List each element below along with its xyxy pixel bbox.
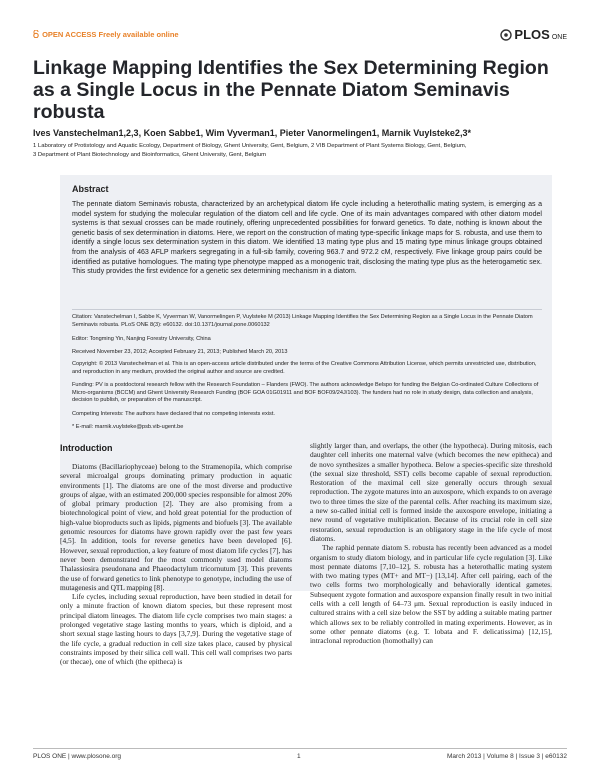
editor: Editor: Tongming Yin, Nanjing Forestry University, China <box>72 336 211 342</box>
journal-logo <box>500 27 567 42</box>
abstract-divider <box>72 309 542 310</box>
footer-journal: PLOS ONE | www.plosone.org <box>33 753 122 760</box>
abstract-text: The pennate diatom Seminavis robusta, characterized by an archetypical diatom life cycle including a heterothallic mating system, is emerging as a model system for studying the molecular regulation of the diatom cell and life cycle. One of its main advantages compared with other diatom model systems is that sexual crosses can be made routinely, offering unprecedented possibilities for forward genetics. To date, nothing is known about the genetic basis of sex determination in diatoms. Here, we report on the construction of mating type-specific linkage maps for S. robusta, and use them to identify a single locus sex determination system in this diatom. We identified 13 mating type plus and 15 mating type minus linkage groups obtained from the analysis of 463 AFLP markers segregating in a full-sib family, covering 963.7 and 972.2 cM, respectively. Five linkage group pairs could be identified as putative homologues. The mating type phenotype mapped as a monogenic trait, disclosing the mating type plus as the heterogametic sex. This study provides the first evidence for a genetic sex determining mechanism in a diatom. <box>72 201 542 276</box>
footer-divider <box>33 748 567 749</box>
paragraph: The raphid pennate diatom S. robusta has recently been advanced as a model organism to study diatom biology, and in particular life cycle regulation [3]. Like most pennate diatoms [7,10–12], S. robusta has a heterothallic mating system with two mating types (MT+ and MT−) [13,14]. After cell pairing, each of the two cells forms two morphologically and behaviorally identical gametes. Subsequent zygote formation and auxospore expansion finally result in two initial cells with a cell length of 64–73 μm. Sexual reproduction is easily induced in cultured strains with a cell size below the SST by adding a suitable mating partner which allows sex to be reliably controlled in mating experiments. However, as in some other pennate diatoms (e.g. T. lobata and F. delicatissima) [12,15], intraclonal reproduction (homothally) can <box>310 543 552 646</box>
journal-sub: ONE <box>551 34 567 41</box>
plos-logo-icon <box>500 29 512 41</box>
open-lock-icon <box>33 30 39 38</box>
affiliation-2: 3 Department of Plant Biotechnology and Bioinformatics, Ghent University, Gent, Belgium <box>33 152 267 158</box>
copyright: Copyright: © 2013 Vanstechelman et al. This is an open-access article distributed under the terms of the Creative Commons Attribution License, which permits unrestricted use, distribution, and reproduction in any medium, provided the original author and source are credited. <box>72 361 537 375</box>
funding: Funding: PV is a postdoctoral research fellow with the Research Foundation – Flanders (FWO). The authors acknowledge Belspo for funding the Belgian Co-ordinated Culture Collections of Micro-organisms (BCCM) and Ghent University Research Funding (BOF GOA 01G01911 and BOF BOF09/24J/103). The funders had no role in study design, data collection and analysis, decision to publish, or preparation of the manuscript. <box>72 382 539 404</box>
left-column <box>60 462 292 667</box>
page-number: 1 <box>297 753 301 760</box>
open-label: OPEN <box>42 30 64 39</box>
freely-available: Freely available online <box>98 30 179 39</box>
author-list: Ives Vanstechelman1,2,3, Koen Sabbe1, Wim Vyverman1, Pieter Vanormelingen1, Marnik Vuylsteke2,3* <box>33 128 471 138</box>
dates: Received November 23, 2012; Accepted February 21, 2013; Published March 20, 2013 <box>72 349 288 355</box>
open-access-banner <box>33 30 179 39</box>
paragraph: Life cycles, including sexual reproduction, have been studied in detail for only a minute fraction of known diatom species, but these represent most principal diatom lineages. The diatom life cycle comprises two main stages: a prolonged vegetative stage lasting months to years, which is diploid, and a short sexual stage lasting hours to days [3,7,9]. During the vegetative stage of the life cycle, a gradual reduction in cell size takes place, caused by physical constraints imposed by their silica cell wall. This cell wall comprises two parts (or thecae), one of which (the epitheca) is <box>60 592 292 667</box>
right-column <box>310 441 552 646</box>
access-label: ACCESS <box>65 30 97 39</box>
section-heading-introduction: Introduction <box>60 443 113 453</box>
article-title: Linkage Mapping Identifies the Sex Determining Region as a Single Locus in the Pennate Diatom Seminavis robusta <box>33 57 549 123</box>
page-header <box>33 27 567 43</box>
citation: Citation: Vanstechelman I, Sabbe K, Vyverman W, Vanormelingen P, Vuylsteke M (2013) Linkage Mapping Identifies the Sex Determining Region as a Single Locus in the Pennate Diatom Seminavis robusta. PLoS ONE 8(3): e60132. doi:10.1371/journal.pone.0060132 <box>72 314 533 328</box>
paragraph: slightly larger than, and overlaps, the other (the hypotheca). During mitosis, each daughter cell inherits one maternal valve (which becomes the new epitheca) and de novo synthesizes a smaller hypotheca. Below a species-specific size threshold (the sexual size threshold, SST) cells become capable of sexual reproduction. Restoration of the maximal cell size generally occurs through sexual reproduction. The zygote matures into an auxospore, which expands to on average two to three times the size of the parental cells. After reaching its maximum size, a new so-called initial cell is formed inside the auxospore envelope, initiating a new round of vegetative multiplication. Because of its crucial role in cell size restoration, sexual reproduction is an obligatory stage in the life cycle of most diatoms. <box>310 441 552 543</box>
email: * E-mail: marnik.vuylsteke@psb.vib-ugent.be <box>72 424 184 430</box>
abstract-heading: Abstract <box>72 184 109 194</box>
footer-issue: March 2013 | Volume 8 | Issue 3 | e60132 <box>447 753 567 760</box>
paragraph: Diatoms (Bacillariophyceae) belong to the Stramenopila, which comprise several microalgal groups dominating primary production in aquatic environments [1]. The diatoms are one of the most diverse and productive groups of algae, with an estimated 200,000 species responsible for almost 20% of global primary production [2]. They are also promising from a biotechnological point of view, and hold great potential for the production of high-value bioproducts such as lipids, pigments and biofuels [3]. The available genomic resources for diatoms have grown rapidly over the past few years [4,5]. In addition, tools for reverse genetics have been developed [6]. However, sexual reproduction, a key feature of most diatom life cycles [7], has never been demonstrated for the most commonly used model diatoms Thalassiosira pseudonana and Phaeodactylum tricornutum [3]. This prevents the use of forward genetics to link phenotype to genotype, including the use of mutagenesis and QTL mapping [8]. <box>60 462 292 592</box>
competing-interests: Competing Interests: The authors have declared that no competing interests exist. <box>72 411 275 417</box>
journal-name: PLOS <box>514 27 550 42</box>
affiliation-1: 1 Laboratory of Protistology and Aquatic Ecology, Department of Biology, Ghent University, Gent, Belgium, 2 VIB Department of Plant Systems Biology, Gent, Belgium, <box>33 143 467 149</box>
